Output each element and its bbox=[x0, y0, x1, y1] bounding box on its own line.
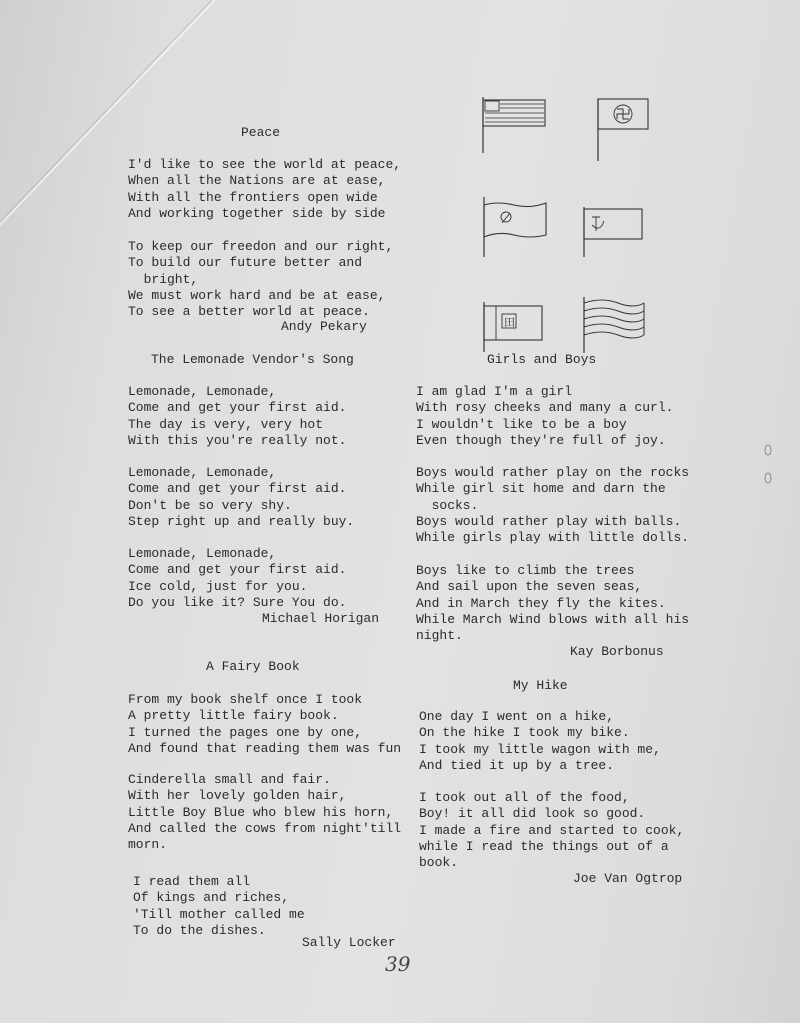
poem-line: bright, bbox=[128, 271, 199, 287]
poem-stanza bbox=[128, 157, 401, 222]
hammer-sickle-flag-2-icon bbox=[578, 205, 648, 260]
poem-line: The day is very, very hot bbox=[128, 416, 324, 432]
poem-author: Sally Locker bbox=[302, 935, 396, 950]
poem-line: And sail upon the seven seas, bbox=[416, 579, 643, 595]
poem-line: Don't be so very shy. bbox=[128, 497, 292, 513]
poem-line: night. bbox=[416, 628, 463, 644]
poem-line: Boys would rather play with balls. bbox=[416, 513, 682, 529]
poem-line: Come and get your first aid. bbox=[128, 562, 347, 578]
wavy-stripes-flag-icon bbox=[578, 295, 648, 355]
poem-line: I took out all of the food, bbox=[419, 790, 630, 805]
poem-stanza bbox=[128, 772, 401, 853]
poem-line: Come and get your first aid. bbox=[128, 400, 347, 416]
poem-line: We must work hard and be at ease, bbox=[128, 287, 386, 303]
poem-title-lemonade: The Lemonade Vendor's Song bbox=[151, 352, 354, 367]
poem-line: Ice cold, just for you. bbox=[128, 578, 308, 594]
poem-line: Lemonade, Lemonade, bbox=[128, 384, 277, 399]
poem-line: I turned the pages one by one, bbox=[128, 724, 363, 740]
poem-line: Come and get your first aid. bbox=[128, 481, 347, 497]
poem-line: While girl sit home and darn the bbox=[416, 481, 666, 497]
swastika-flag-icon bbox=[593, 95, 653, 165]
poem-line: And working together side by side bbox=[128, 205, 386, 221]
page-number: 39 bbox=[385, 952, 411, 976]
poem-author: Joe Van Ogtrop bbox=[573, 871, 683, 886]
poem-stanza bbox=[416, 563, 689, 644]
poem-line: While March Wind blows with all his bbox=[416, 611, 690, 627]
poem-line: 'Till mother called me bbox=[133, 906, 305, 922]
poem-line: To do the dishes. bbox=[133, 922, 266, 938]
poem-line: To see a better world at peace. bbox=[128, 304, 370, 320]
poem-line: I read them all bbox=[133, 874, 251, 889]
poem-stanza bbox=[419, 709, 661, 774]
poem-stanza bbox=[128, 465, 354, 530]
emblem-flag-icon bbox=[478, 300, 548, 355]
punch-hole-marks bbox=[760, 440, 790, 500]
poem-line: One day I went on a hike, bbox=[419, 709, 615, 724]
poem-line: When all the Nations are at ease, bbox=[128, 173, 386, 189]
poem-line: With rosy cheeks and many a curl. bbox=[416, 400, 674, 416]
stripes-flag-icon bbox=[478, 95, 548, 155]
hammer-sickle-flag-icon bbox=[478, 195, 553, 260]
poem-stanza bbox=[128, 692, 401, 757]
poem-stanza bbox=[128, 384, 346, 449]
poem-line: A pretty little fairy book. bbox=[128, 708, 339, 724]
poem-line: To keep our freedon and our right, bbox=[128, 239, 394, 254]
poem-line: Of kings and riches, bbox=[133, 890, 290, 906]
poem-line: Cinderella small and fair. bbox=[128, 772, 331, 787]
poem-title-peace: Peace bbox=[241, 125, 281, 140]
poem-line: Boys like to climb the trees bbox=[416, 563, 635, 578]
poem-line: while I read the things out of a bbox=[419, 838, 669, 854]
poem-line: And called the cows from night'till bbox=[128, 820, 402, 836]
poem-stanza bbox=[416, 465, 689, 546]
poem-title-my-hike: My Hike bbox=[513, 678, 568, 693]
poem-title-girls-and-boys: Girls and Boys bbox=[487, 352, 597, 367]
poem-line: On the hike I took my bike. bbox=[419, 725, 630, 741]
poem-line: With all the frontiers open wide bbox=[128, 189, 378, 205]
poem-line: Little Boy Blue who blew his horn, bbox=[128, 804, 394, 820]
poem-line: I took my little wagon with me, bbox=[419, 741, 661, 757]
poem-line: Do you like it? Sure You do. bbox=[128, 594, 347, 610]
poem-stanza bbox=[133, 874, 305, 939]
poem-line: And tied it up by a tree. bbox=[419, 757, 615, 773]
poem-line: Lemonade, Lemonade, bbox=[128, 546, 277, 561]
poem-line: Step right up and really buy. bbox=[128, 513, 355, 529]
svg-text:田: 田 bbox=[504, 316, 515, 329]
poem-line: Lemonade, Lemonade, bbox=[128, 465, 277, 480]
poem-line: Even though they're full of joy. bbox=[416, 432, 666, 448]
poem-stanza bbox=[128, 239, 393, 320]
poem-line: I wouldn't like to be a boy bbox=[416, 416, 627, 432]
poem-line: socks. bbox=[416, 497, 479, 513]
poem-line: And found that reading them was fun bbox=[128, 740, 402, 756]
poem-stanza bbox=[416, 384, 673, 449]
poem-line: While girls play with little dolls. bbox=[416, 530, 690, 546]
poem-line: And in March they fly the kites. bbox=[416, 595, 666, 611]
poem-author: Michael Horigan bbox=[262, 611, 380, 626]
poem-line: Boys would rather play on the rocks bbox=[416, 465, 690, 480]
poem-author: Kay Borbonus bbox=[570, 644, 664, 659]
poem-stanza bbox=[128, 546, 346, 611]
poem-line: I made a fire and started to cook, bbox=[419, 822, 685, 838]
poem-line: I'd like to see the world at peace, bbox=[128, 157, 402, 172]
poem-line: book. bbox=[419, 855, 459, 871]
poem-title-fairy-book: A Fairy Book bbox=[206, 659, 300, 674]
poem-line: I am glad I'm a girl bbox=[416, 384, 573, 399]
poem-line: Boy! it all did look so good. bbox=[419, 806, 646, 822]
poem-line: To build our future better and bbox=[128, 255, 363, 271]
poem-line: With this you're really not. bbox=[128, 432, 347, 448]
poem-line: From my book shelf once I took bbox=[128, 692, 363, 707]
poem-line: With her lovely golden hair, bbox=[128, 788, 347, 804]
poem-line: morn. bbox=[128, 837, 168, 853]
poem-author: Andy Pekary bbox=[281, 319, 367, 334]
poem-stanza bbox=[419, 790, 684, 871]
